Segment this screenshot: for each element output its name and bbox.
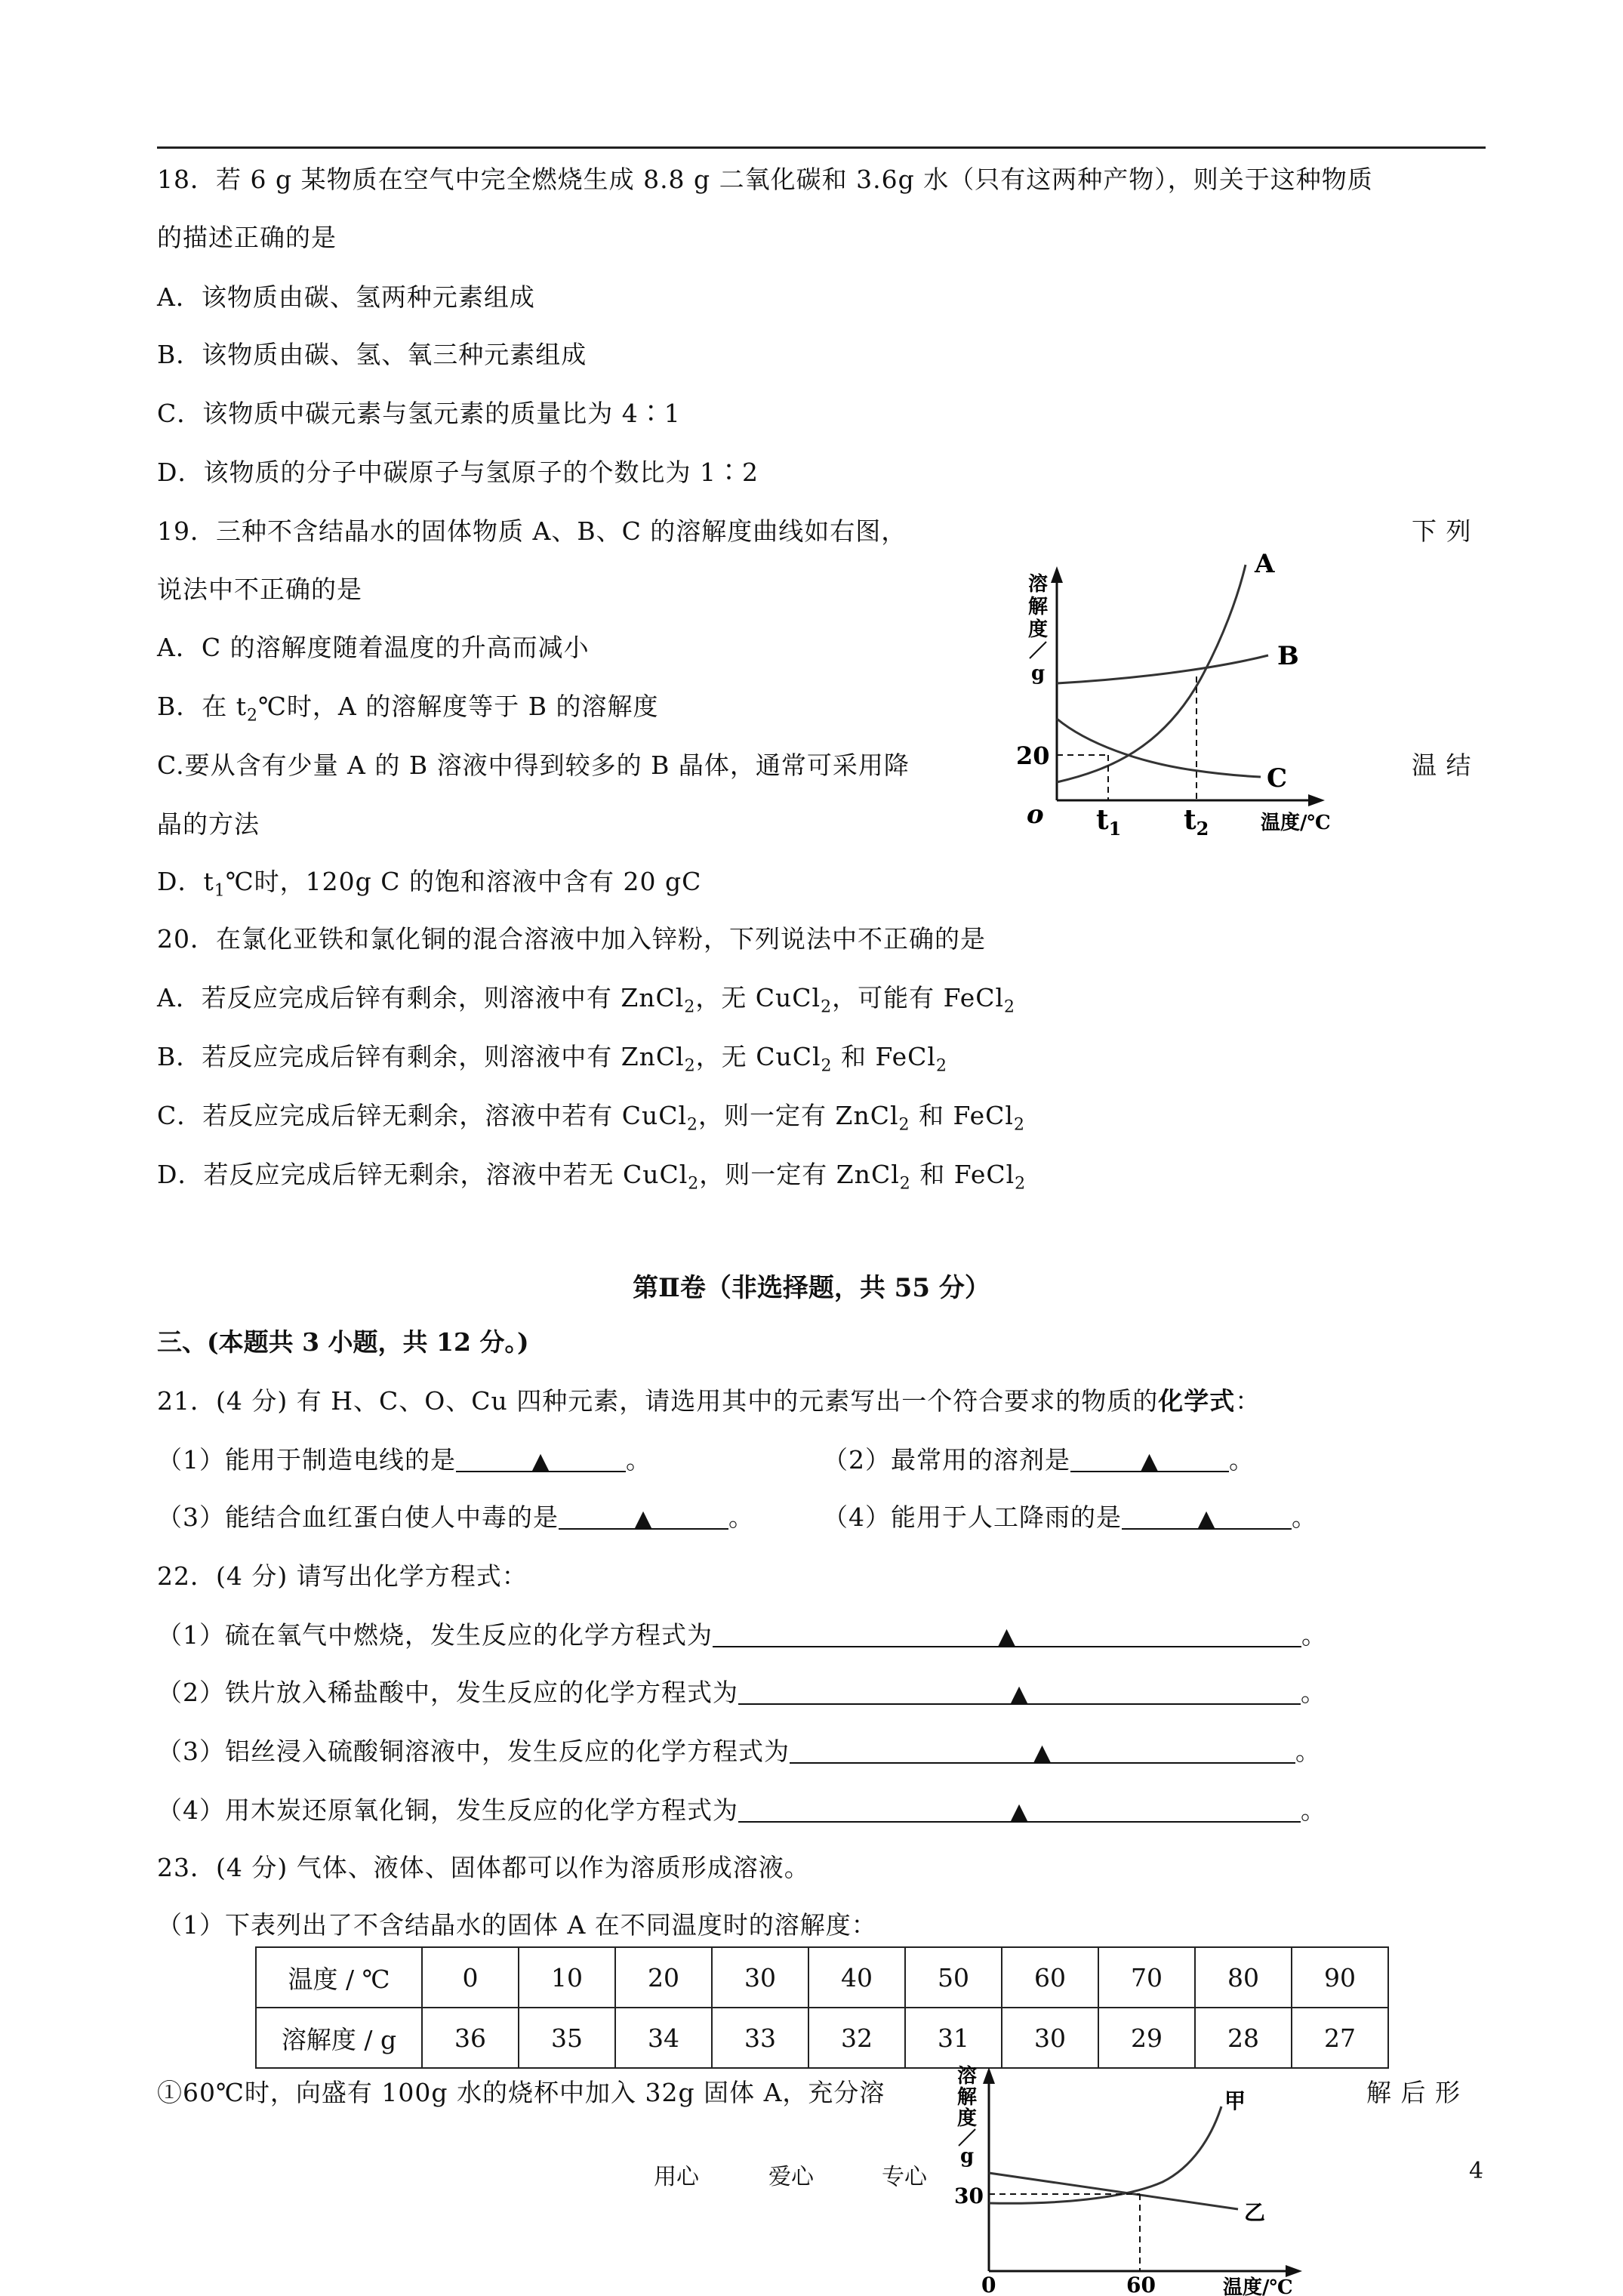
q19-ylabel-1: 溶: [1028, 573, 1049, 596]
footer-word-3: 专心: [882, 2164, 927, 2190]
q23-ylabel-3: 度: [957, 2107, 978, 2130]
q19-option-b: B．在 $t_2℃$时，A 的溶解度等于 B 的溶解度: [157, 692, 659, 726]
q22-blank-1[interactable]: ▲: [713, 1619, 1301, 1647]
q23-sub1: （1）下表列出了不含结晶水的固体 A 在不同温度时的溶解度：: [157, 1910, 877, 1940]
table-cell: 0: [422, 1947, 519, 2008]
table-cell: 35: [519, 2008, 615, 2068]
q23-solubility-graph: [936, 2061, 1313, 2296]
q22-blank-2[interactable]: ▲: [738, 1676, 1301, 1705]
q23-y-tick-30: 30: [954, 2184, 984, 2208]
q22-item-3: （3）铝丝浸入硫酸铜溶液中，发生反应的化学方程式为 ▲ 。: [157, 1737, 1321, 1766]
table-cell: 90: [1292, 1947, 1388, 2008]
table-cell: 40: [808, 1947, 905, 2008]
q19-ylabel-slash: [1030, 642, 1046, 658]
q19-stem-line1-tail: 下 列: [1412, 516, 1472, 546]
table-cell: 60: [1002, 1947, 1098, 2008]
q19-label-a: A: [1255, 549, 1275, 579]
q20-option-d: D．若反应完成后锌无剩余，溶液中若无 CuCl$_2$，则一定有 ZnCl$_2$ 和 FeCl$_2$: [157, 1160, 1027, 1194]
q22-blank-4[interactable]: ▲: [738, 1794, 1301, 1823]
q19-option-c-line1: C.要从含有少量 A 的 B 溶液中得到较多的 B 晶体，通常可采用降: [157, 750, 910, 780]
q23-label-jia: 甲: [1224, 2088, 1246, 2113]
q19-solubility-graph: [1012, 544, 1374, 838]
q22-blank-3[interactable]: ▲: [790, 1735, 1295, 1764]
q23-q1-line: ①60℃时，向盛有 100g 水的烧杯中加入 32g 固体 A，充分溶: [157, 2078, 885, 2107]
q23-y-arrow-icon: [983, 2067, 995, 2084]
q19-ylabel-4: g: [1031, 662, 1046, 685]
q23-ylabel-4: g: [960, 2145, 975, 2168]
q20-option-c: C．若反应完成后锌无剩余，溶液中若有 CuCl$_2$，则一定有 ZnCl$_2$ 和 FeCl$_2$: [157, 1101, 1025, 1135]
q19-tick-t1: $t_1$: [1096, 804, 1122, 838]
q21-item-1: （1）能用于制造电线的是 ▲ 。: [157, 1445, 651, 1475]
q23-origin: 0: [981, 2273, 996, 2296]
page-number: 4: [1469, 2158, 1484, 2184]
q19-stem-line2: 说法中不正确的是: [157, 575, 362, 604]
part2-title: 第Ⅱ卷（非选择题，共 55 分）: [633, 1273, 990, 1303]
q23-ylabel-slash: [959, 2129, 975, 2146]
q21-item-2: （2）最常用的溶剂是 ▲ 。: [823, 1445, 1255, 1475]
q20-option-b: B．若反应完成后锌有剩余，则溶液中有 ZnCl$_2$，无 CuCl$_2$ 和 FeCl$_2$: [157, 1042, 947, 1076]
q20-stem: 20．在氯化亚铁和氯化铜的混合溶液中加入锌粉，下列说法中不正确的是: [157, 924, 986, 954]
q19-origin: o: [1027, 800, 1044, 830]
table-cell: 28: [1195, 2008, 1292, 2068]
q22-stem: 22．(4 分) 请写出化学方程式：: [157, 1561, 528, 1591]
q18-option-c: C．该物质中碳元素与氢元素的质量比为 4∶1: [157, 399, 681, 428]
q19-y-tick-20: 20: [1016, 741, 1050, 770]
q18-stem-line2: 的描述正确的是: [157, 223, 337, 252]
q18-option-b: B．该物质由碳、氢、氧三种元素组成: [157, 340, 587, 369]
q19-x-arrow-icon: [1308, 794, 1325, 806]
q19-stem-line1: 19．三种不含结晶水的固体物质 A、B、C 的溶解度曲线如右图，: [157, 516, 907, 546]
q21-item-3: （3）能结合血红蛋白使人中毒的是 ▲ 。: [157, 1502, 754, 1532]
table-header-cell: 温度 / ℃: [256, 1947, 422, 2008]
table-cell: 33: [712, 2008, 808, 2068]
footer-word-2: 爱心: [768, 2164, 814, 2190]
q19-y-arrow-icon: [1051, 566, 1063, 583]
table-cell: 34: [615, 2008, 712, 2068]
header-rule: [157, 146, 1486, 149]
table-cell: 80: [1195, 1947, 1292, 2008]
table-cell: 32: [808, 2008, 905, 2068]
table-cell: 29: [1098, 2008, 1195, 2068]
q23-x-arrow-icon: [1286, 2265, 1302, 2277]
table-cell: 31: [905, 2008, 1002, 2068]
q19-xlabel: 温度/℃: [1261, 812, 1331, 834]
q21-blank-2[interactable]: ▲: [1070, 1444, 1229, 1472]
q23-ylabel-1: 溶: [957, 2065, 978, 2088]
table-cell: 36: [422, 2008, 519, 2068]
q21-blank-3[interactable]: ▲: [559, 1501, 728, 1530]
q19-option-c-tail: 温 结: [1412, 750, 1472, 780]
q22-item-4: （4）用木炭还原氧化铜，发生反应的化学方程式为 ▲ 。: [157, 1795, 1326, 1825]
q19-option-a: A．C 的溶解度随着温度的升高而减小: [157, 633, 590, 662]
q19-curve-c: [1057, 719, 1261, 777]
q23-x-tick-60: 60: [1126, 2273, 1156, 2296]
table-cell: 70: [1098, 1947, 1195, 2008]
table-header-cell: 溶解度 / g: [256, 2008, 422, 2068]
table-cell: 27: [1292, 2008, 1388, 2068]
q21-item-4: （4）能用于人工降雨的是 ▲ 。: [823, 1502, 1317, 1532]
q23-stem: 23．(4 分) 气体、液体、固体都可以作为溶质形成溶液。: [157, 1853, 810, 1882]
q19-option-c-line2: 晶的方法: [157, 809, 260, 839]
q19-tick-t2: $t_2$: [1184, 804, 1209, 838]
table-cell: 10: [519, 1947, 615, 2008]
q19-curve-a: [1057, 565, 1246, 782]
q21-blank-1[interactable]: ▲: [456, 1444, 626, 1472]
q19-curve-b: [1057, 655, 1268, 683]
q20-option-a: A．若反应完成后锌有剩余，则溶液中有 ZnCl$_2$，无 CuCl$_2$，可能有 FeCl$_2$: [157, 983, 1016, 1017]
table-row: [256, 1947, 1388, 2008]
footer-word-1: 用心: [654, 2164, 699, 2190]
q18-option-a: A．该物质由碳、氢两种元素组成: [157, 282, 535, 312]
q23-xlabel: 温度/℃: [1223, 2276, 1293, 2296]
table-cell: 30: [1002, 2008, 1098, 2068]
q18-stem-line1: 18．若 6 g 某物质在空气中完全燃烧生成 8.8 g 二氧化碳和 3.6g 水（只有这两种产物），则关于这种物质: [157, 165, 1373, 194]
table-cell: 30: [712, 1947, 808, 2008]
q19-label-c: C: [1267, 763, 1288, 794]
q19-option-d: D．$t_1℃$时，120g C 的饱和溶液中含有 20 gC: [157, 867, 702, 901]
q23-ylabel-2: 解: [957, 2086, 978, 2109]
q19-ylabel-3: 度: [1028, 618, 1049, 641]
table-row: [256, 2008, 1388, 2068]
q22-item-2: （2）铁片放入稀盐酸中，发生反应的化学方程式为 ▲ 。: [157, 1678, 1326, 1707]
section3-title: 三、(本题共 3 小题，共 12 分。): [157, 1327, 529, 1357]
q21-blank-4[interactable]: ▲: [1122, 1501, 1292, 1530]
q21-stem: 21．(4 分) 有 H、C、O、Cu 四种元素，请选用其中的元素写出一个符合要求的物质的化学式：: [157, 1386, 1261, 1416]
q19-ylabel-2: 解: [1028, 596, 1049, 618]
table-cell: 20: [615, 1947, 712, 2008]
q22-item-1: （1）硫在氧气中燃烧，发生反应的化学方程式为 ▲ 。: [157, 1620, 1327, 1650]
q19-label-b: B: [1277, 641, 1299, 671]
table-cell: 50: [905, 1947, 1002, 2008]
q18-option-d: D．该物质的分子中碳原子与氢原子的个数比为 1∶2: [157, 458, 759, 487]
q23-q1-tail: 解 后 形: [1366, 2078, 1461, 2107]
q23-solubility-table: [255, 1946, 1389, 2069]
q23-label-yi: 乙: [1244, 2200, 1266, 2225]
